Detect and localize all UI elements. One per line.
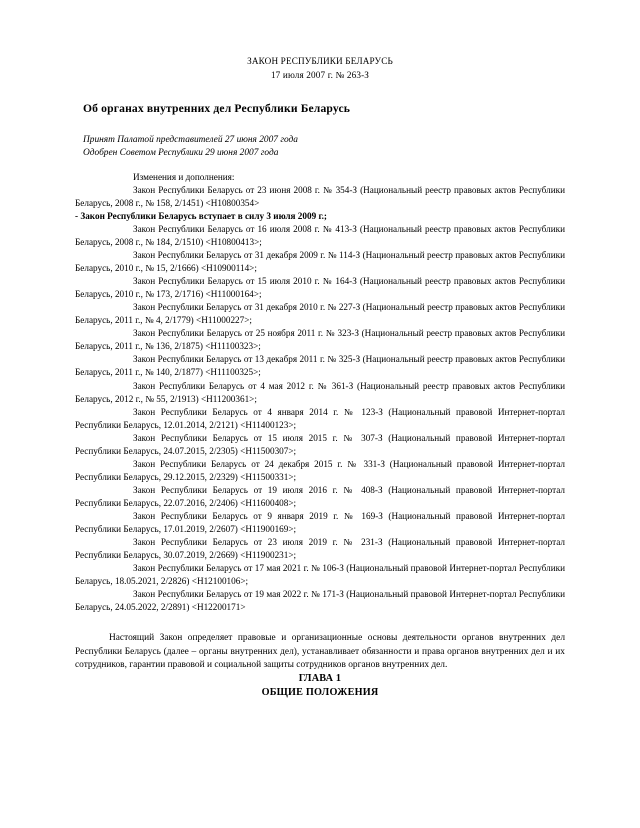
list-item bbox=[75, 184, 565, 210]
chapter-heading bbox=[75, 672, 565, 699]
list-item bbox=[75, 275, 565, 301]
list-item bbox=[75, 432, 565, 458]
amendment-text: Закон Республики Беларусь от 31 декабря 2010 г. № 227-З (Национальный реестр правовых актов Республики Беларусь, 2011 г., № 4, 2/1779) <H11000227>; bbox=[75, 302, 565, 326]
list-item bbox=[75, 223, 565, 249]
page-title: Об органах внутренних дел Республики Беларусь bbox=[83, 102, 351, 115]
approved-by-council-of-republic: Одобрен Советом Республики 29 июня 2007 года bbox=[83, 148, 279, 159]
amendment-text: Закон Республики Беларусь от 13 декабря 2011 г. № 325-З (Национальный реестр правовых актов Республики Беларусь, 2011 г., № 140, 2/1877) <H11100325>; bbox=[75, 354, 565, 378]
list-item bbox=[75, 249, 565, 275]
list-item bbox=[75, 353, 565, 379]
intro-paragraph: Настоящий Закон определяет правовые и организационные основы деятельности органов внутренних дел Республики Беларусь (далее – органы внутренних дел), устанавливает обязанности и права органов внутренних дел и их сотрудников, гарантии правовой и социальной защиты сотрудников органов внутренних дел. bbox=[75, 633, 565, 670]
list-item bbox=[75, 536, 565, 562]
law-label: ЗАКОН РЕСПУБЛИКИ БЕЛАРУСЬ bbox=[247, 56, 393, 66]
amendment-text: Закон Республики Беларусь от 31 декабря 2009 г. № 114-З (Национальный реестр правовых актов Республики Беларусь, 2010 г., № 15, 2/1666) <H10900114>; bbox=[75, 250, 565, 274]
list-item bbox=[75, 588, 565, 614]
list-item bbox=[75, 458, 565, 484]
list-item bbox=[75, 327, 565, 353]
adoption-block bbox=[75, 134, 565, 161]
amendment-text: Закон Республики Беларусь от 4 января 2014 г. № 123-З (Национальный правовой Интернет-портал Республики Беларусь, 12.01.2014, 2/2121) <H11400123>; bbox=[75, 406, 565, 430]
list-item bbox=[75, 484, 565, 510]
amendment-text: Закон Республики Беларусь от 16 июля 2008 г. № 413-З (Национальный реестр правовых актов Республики Беларусь, 2008 г., № 184, 2/1510) <H10800413>; bbox=[75, 223, 565, 247]
amendment-text: Закон Республики Беларусь от 9 января 2019 г. № 169-З (Национальный правовой Интернет-портал Республики Беларусь, 17.01.2019, 2/2607) <H11900169>; bbox=[75, 510, 565, 535]
document-header bbox=[75, 55, 565, 82]
list-item bbox=[75, 406, 565, 432]
amendment-text: Закон Республики Беларусь от 19 мая 2022 г. № 171-З (Национальный правовой Интернет-портал Республики Беларусь, 24.05.2022, 2/2891) <H12200171> bbox=[75, 589, 565, 613]
law-date-number: 17 июля 2007 г. № 263-З bbox=[270, 69, 370, 80]
amendment-text: Закон Республики Беларусь от 17 мая 2021 г. № 106-З (Национальный правовой Интернет-портал Республики Беларусь, 18.05.2021, 2/2826) <H12100106>; bbox=[75, 563, 565, 587]
amendment-effective-note: - Закон Республики Беларусь вступает в силу 3 июля 2009 г.; bbox=[75, 210, 327, 221]
list-item bbox=[75, 380, 565, 406]
amendments-list bbox=[75, 184, 565, 615]
amendment-text: Закон Республики Беларусь от 25 ноября 2011 г. № 323-З (Национальный реестр правовых актов Республики Беларусь, 2011 г., № 136, 2/1875) <H11100323>; bbox=[75, 328, 565, 352]
chapter-name: ОБЩИЕ ПОЛОЖЕНИЯ bbox=[261, 686, 379, 698]
list-item bbox=[75, 562, 565, 588]
amendment-text: Закон Республики Беларусь от 23 июня 2008 г. № 354-З (Национальный реестр правовых актов Республики Беларусь, 2008 г., № 158, 2/1451) <H10800354> bbox=[75, 184, 565, 208]
amendment-text: Закон Республики Беларусь от 24 декабря 2015 г. № 331-З (Национальный правовой Интернет-портал Республики Беларусь, 29.12.2015, 2/2329) <H11500331>; bbox=[75, 458, 565, 482]
amendment-text: Закон Республики Беларусь от 4 мая 2012 г. № 361-З (Национальный реестр правовых актов Республики Беларусь, 2012 г., № 55, 2/1913) <H11200361>; bbox=[75, 380, 565, 404]
amendment-text: Закон Республики Беларусь от 23 июля 2019 г. № 231-З (Национальный правовой Интернет-портал Республики Беларусь, 30.07.2019, 2/2669) <H11900231>; bbox=[75, 537, 565, 561]
adopted-by-house-of-representatives: Принят Палатой представителей 27 июня 2007 года bbox=[83, 135, 298, 145]
chapter-number: ГЛАВА 1 bbox=[298, 673, 342, 685]
list-item bbox=[75, 510, 565, 536]
amendment-text: Закон Республики Беларусь от 15 июля 2015 г. № 307-З (Национальный правовой Интернет-портал Республики Беларусь, 24.07.2015, 2/2305) <H11500307>; bbox=[75, 432, 565, 456]
amendment-text: Закон Республики Беларусь от 15 июля 2010 г. № 164-З (Национальный реестр правовых актов Республики Беларусь, 2010 г., № 173, 2/1716) <H11000164>; bbox=[75, 276, 565, 300]
amendments-heading: Изменения и дополнения: bbox=[133, 171, 235, 182]
list-item bbox=[75, 301, 565, 327]
amendment-text: Закон Республики Беларусь от 19 июля 2016 г. № 408-З (Национальный правовой Интернет-портал Республики Беларусь, 22.07.2016, 2/2406) <H11600408>; bbox=[75, 484, 565, 508]
